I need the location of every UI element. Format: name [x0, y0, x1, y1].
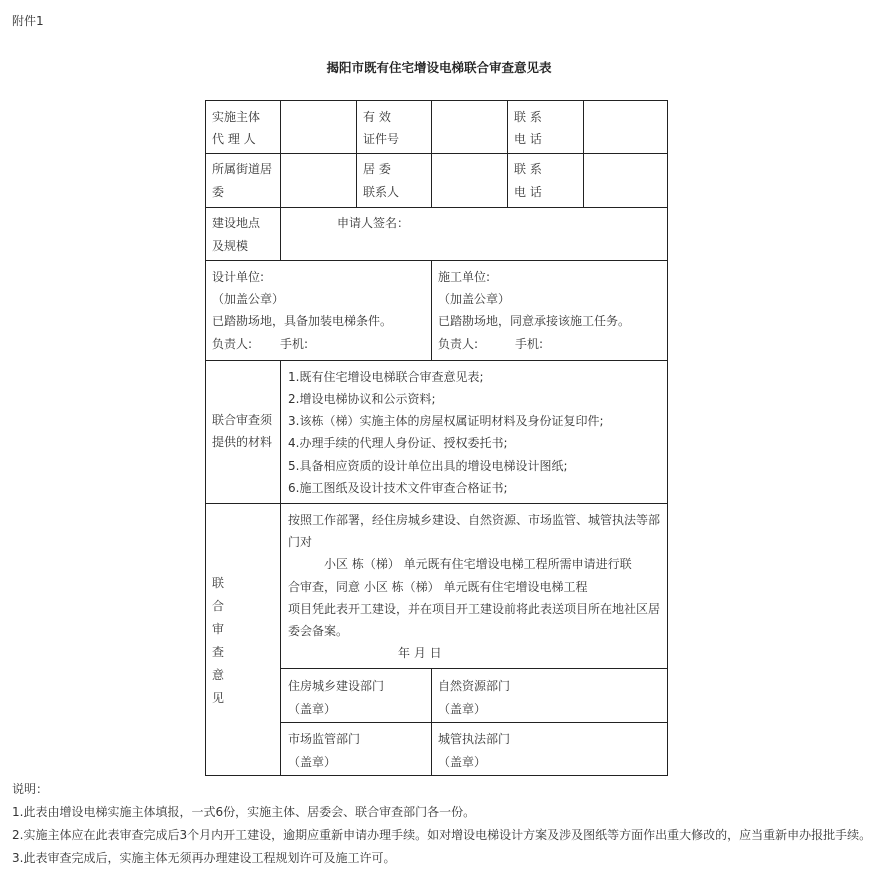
col-divider	[280, 360, 281, 775]
col-divider	[431, 260, 432, 360]
opinion-text-line: 小区 栋（梯） 单元既有住宅增设电梯工程所需申请进行联	[324, 557, 632, 571]
design-survey-note: 已踏勘场地，具备加装电梯条件。	[212, 314, 393, 328]
design-unit-label: 设计单位:	[212, 270, 265, 284]
agent-label-2: 代 理 人	[212, 132, 256, 146]
id-number-label: 有 效	[363, 110, 391, 124]
phone-label: 联 系	[514, 162, 542, 176]
attachment-label: 附件1	[12, 14, 44, 28]
phone-label-2: 电 话	[514, 132, 542, 146]
row-divider	[206, 153, 667, 154]
note-item: 2.实施主体应在此表审查完成后3个月内开工建设，逾期应重新申请办理手续。如对增设电梯设计方案及涉及图纸等方面作出重大修改的，应当重新申办报批手续。	[12, 828, 872, 842]
site-scale-label: 建设地点	[212, 216, 261, 230]
notes-heading: 说明：	[12, 782, 49, 796]
opinion-label-char: 审	[212, 622, 225, 636]
department-housing: 住房城乡建设部门	[288, 679, 385, 693]
department-urban-management: 城管执法部门	[438, 732, 511, 746]
materials-label-2: 提供的材料	[212, 435, 273, 449]
note-item: 1.此表由增设电梯实施主体填报，一式6份，实施主体、居委会、联合审查部门各一份。	[12, 805, 476, 819]
applicant-signature-label: 申请人签名：	[337, 216, 410, 230]
phone-label: 联 系	[514, 110, 542, 124]
opinion-text-line: 委会备案。	[288, 624, 349, 638]
row-divider	[280, 722, 667, 723]
construction-survey-note: 已踏勘场地，同意承接该施工任务。	[438, 314, 631, 328]
row-divider	[206, 360, 667, 361]
opinion-date: 年 月 日	[398, 646, 442, 660]
department-seal: （盖章）	[438, 755, 487, 769]
opinion-text-line: 门对	[288, 535, 313, 549]
opinion-label-char: 意	[212, 668, 225, 682]
design-mobile-label: 手机:	[280, 337, 309, 351]
material-item: 6.施工图纸及设计技术文件审查合格证书;	[288, 481, 508, 495]
material-item: 4.办理手续的代理人身份证、授权委托书;	[288, 436, 508, 450]
col-divider	[280, 101, 281, 153]
col-divider	[431, 668, 432, 775]
row-divider	[280, 668, 667, 669]
street-committee-label-2: 委	[212, 185, 225, 199]
opinion-text-line: 按照工作部署，经住房城乡建设、自然资源、市场监管、城管执法等部	[288, 513, 661, 527]
department-seal: （盖章）	[288, 755, 337, 769]
opinion-label-char: 查	[212, 645, 225, 659]
col-divider	[583, 101, 584, 207]
phone-label-2: 电 话	[514, 185, 542, 199]
agent-label: 实施主体	[212, 110, 261, 124]
opinion-label-char: 联	[212, 576, 225, 590]
opinion-text-line: 项目凭此表开工建设，并在项目开工建设前将此表送项目所在地社区居	[288, 602, 661, 616]
note-item: 3.此表审查完成后，实施主体无须再办理建设工程规划许可及施工许可。	[12, 851, 396, 865]
row-divider	[206, 503, 667, 504]
form-title: 揭阳市既有住宅增设电梯联合审查意见表	[326, 60, 552, 75]
opinion-label-char: 见	[212, 691, 225, 705]
department-natural-resources: 自然资源部门	[438, 679, 511, 693]
department-market-supervision: 市场监管部门	[288, 732, 361, 746]
opinion-label-char: 合	[212, 599, 225, 613]
opinion-text-line: 合审查，同意 小区 栋（梯） 单元既有住宅增设电梯工程	[288, 580, 588, 594]
committee-contact-label: 居 委	[363, 162, 391, 176]
construction-person-label: 负责人:	[438, 337, 479, 351]
col-divider	[280, 153, 281, 260]
construction-mobile-label: 手机:	[515, 337, 544, 351]
id-number-label-2: 证件号	[363, 132, 400, 146]
row-divider	[206, 260, 667, 261]
col-divider	[431, 101, 432, 207]
notes-section	[12, 778, 871, 870]
department-seal: （盖章）	[288, 702, 337, 716]
committee-contact-label-2: 联系人	[363, 185, 400, 199]
material-item: 1.既有住宅增设电梯联合审查意见表;	[288, 370, 484, 384]
material-item: 2.增设电梯协议和公示资料;	[288, 392, 436, 406]
construction-unit-label: 施工单位:	[438, 270, 491, 284]
street-committee-label: 所属街道居	[212, 162, 273, 176]
materials-label: 联合审查须	[212, 413, 273, 427]
design-person-label: 负责人:	[212, 337, 253, 351]
department-seal: （盖章）	[438, 702, 487, 716]
col-divider	[356, 101, 357, 207]
design-seal-label: （加盖公章）	[212, 292, 285, 306]
col-divider	[507, 101, 508, 207]
site-scale-label-2: 及规模	[212, 239, 249, 253]
material-item: 5.具备相应资质的设计单位出具的增设电梯设计图纸;	[288, 459, 568, 473]
construction-seal-label: （加盖公章）	[438, 292, 511, 306]
review-form-table	[205, 100, 668, 776]
material-item: 3.该栋（梯）实施主体的房屋权属证明材料及身份证复印件;	[288, 414, 604, 428]
row-divider	[206, 207, 667, 208]
